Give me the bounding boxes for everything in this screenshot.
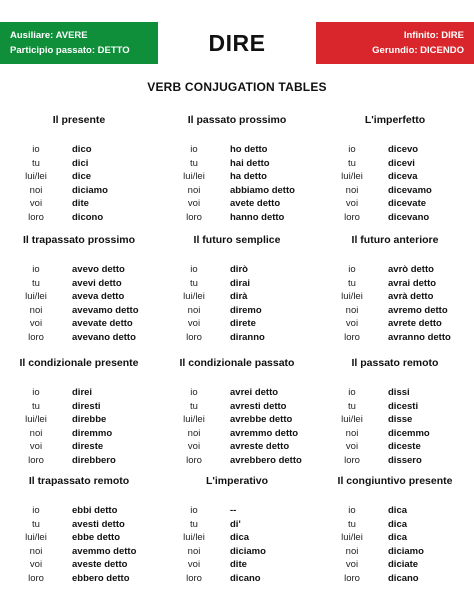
conjugation-row: [158, 386, 316, 400]
verb-form: direbbero: [72, 454, 116, 466]
conjugation-row: [0, 331, 158, 345]
conjugation-list: [316, 386, 474, 467]
verb-form: dite: [230, 559, 247, 571]
pronoun: loro: [28, 572, 44, 584]
verb-form: diremmo: [72, 427, 113, 439]
conjugation-list: [158, 263, 316, 344]
conjugation-row: [0, 184, 158, 198]
conjugation-row: [316, 290, 474, 304]
conjugation-row: [316, 572, 474, 586]
pronoun: voi: [345, 318, 359, 330]
conjugation-row: [316, 545, 474, 559]
conjugation-row: [316, 454, 474, 468]
tense-title: L'imperfetto: [364, 114, 426, 126]
conjugation-row: [0, 558, 158, 572]
pronoun: voi: [345, 198, 359, 210]
conjugation-list: [158, 386, 316, 467]
verb-form: avrete detto: [388, 318, 442, 330]
verb-form: ha detto: [230, 171, 267, 183]
verb-form: dica: [230, 532, 250, 544]
conjugation-row: [0, 304, 158, 318]
verb-form: avevo detto: [72, 264, 125, 276]
pronoun: io: [190, 144, 198, 156]
verb-form: dirai: [230, 277, 251, 289]
tense-title: Il passato prossimo: [187, 114, 287, 126]
tense-block: [0, 234, 158, 344]
verb-form: direbbe: [72, 414, 107, 426]
pronoun: tu: [190, 518, 198, 530]
verb-form: dicevamo: [388, 184, 432, 196]
pronoun: lui/lei: [341, 532, 363, 544]
verb-form: avreste detto: [230, 441, 290, 453]
verb-form: abbiamo detto: [230, 184, 295, 196]
tense-block: [316, 234, 474, 344]
pronoun: voi: [29, 198, 43, 210]
pronoun: noi: [345, 304, 359, 316]
conjugation-row: [316, 170, 474, 184]
pronoun: tu: [32, 400, 40, 412]
verb-form: dica: [388, 518, 408, 530]
verb-form: dici: [72, 157, 89, 169]
conjugation-row: [0, 504, 158, 518]
pronoun: io: [32, 505, 40, 517]
verb-form: dirà: [230, 291, 248, 303]
tense-title: Il passato remoto: [351, 357, 439, 369]
pronoun: loro: [28, 331, 44, 343]
conjugation-row: [0, 454, 158, 468]
verb-form: diciamo: [388, 545, 424, 557]
verb-form: dicevate: [388, 198, 427, 210]
pronoun: tu: [32, 277, 40, 289]
pronoun: lui/lei: [183, 291, 205, 303]
tense-block: [158, 114, 316, 224]
pronoun: io: [32, 144, 40, 156]
pronoun: loro: [186, 572, 202, 584]
conjugation-row: [158, 211, 316, 225]
verb-form: avevano detto: [72, 331, 136, 343]
verb-form: dicemmo: [388, 427, 430, 439]
conjugation-row: [316, 531, 474, 545]
verb-form: di': [230, 518, 241, 530]
conjugation-row: [316, 184, 474, 198]
conjugation-row: [0, 572, 158, 586]
verb-form: ebbero detto: [72, 572, 130, 584]
pronoun: noi: [345, 427, 359, 439]
verb-form: disse: [388, 414, 413, 426]
conjugation-row: [0, 427, 158, 441]
verb-form: avrà detto: [388, 291, 434, 303]
conjugation-row: [316, 413, 474, 427]
verb-form: dicano: [230, 572, 261, 584]
conjugation-row: [0, 197, 158, 211]
tense-title: Il condizionale passato: [179, 357, 295, 369]
tense-title: L'imperativo: [205, 475, 268, 487]
conjugation-row: [0, 143, 158, 157]
pronoun: tu: [348, 400, 356, 412]
pronoun: lui/lei: [341, 414, 363, 426]
verb-form: avrebbero detto: [230, 454, 302, 466]
verb-form: avremo detto: [388, 304, 448, 316]
conjugation-row: [158, 143, 316, 157]
pronoun: io: [348, 264, 356, 276]
verb-form: diceste: [388, 441, 421, 453]
conjugation-row: [158, 317, 316, 331]
pronoun: lui/lei: [25, 171, 47, 183]
conjugation-row: [0, 157, 158, 171]
pronoun: noi: [345, 184, 359, 196]
verb-form: direi: [72, 387, 93, 399]
conjugation-row: [0, 170, 158, 184]
verb-form: dica: [388, 532, 408, 544]
conjugation-row: [158, 304, 316, 318]
verb-form: direte: [230, 318, 256, 330]
conjugation-row: [158, 184, 316, 198]
pronoun: voi: [345, 559, 359, 571]
pronoun: loro: [186, 211, 202, 223]
tense-title: Il futuro anteriore: [351, 234, 439, 246]
verb-form: aveste detto: [72, 559, 128, 571]
conjugation-row: [158, 157, 316, 171]
conjugation-row: [158, 558, 316, 572]
conjugation-list: [158, 143, 316, 224]
conjugation-list: [316, 504, 474, 585]
verb-form: diremo: [230, 304, 262, 316]
pronoun: voi: [187, 559, 201, 571]
verb-form: avesti detto: [72, 518, 125, 530]
pronoun: tu: [348, 518, 356, 530]
verb-form: ho detto: [230, 144, 268, 156]
verb-form: dicano: [388, 572, 419, 584]
pronoun: loro: [28, 211, 44, 223]
header-band: [0, 22, 474, 64]
pronoun: tu: [32, 157, 40, 169]
pronoun: lui/lei: [183, 171, 205, 183]
conjugation-row: [158, 518, 316, 532]
conjugation-row: [0, 518, 158, 532]
verb-form: --: [230, 505, 237, 517]
verb-form: dicevano: [388, 211, 430, 223]
verb-form: dicesti: [388, 400, 419, 412]
pronoun: loro: [344, 454, 360, 466]
pronoun: voi: [187, 318, 201, 330]
conjugation-row: [158, 290, 316, 304]
verb-form: dicono: [72, 211, 104, 223]
conjugation-row: [158, 504, 316, 518]
conjugation-row: [158, 440, 316, 454]
pronoun: lui/lei: [341, 171, 363, 183]
tense-block: [0, 357, 158, 467]
conjugation-list: [158, 504, 316, 585]
verb-form: avresti detto: [230, 400, 287, 412]
pronoun: loro: [186, 454, 202, 466]
tense-block: [316, 357, 474, 467]
verb-form: dico: [72, 144, 92, 156]
verb-form: direste: [72, 441, 104, 453]
verb-form: aveva detto: [72, 291, 125, 303]
tense-block: [158, 234, 316, 344]
conjugation-row: [158, 170, 316, 184]
pronoun: noi: [345, 545, 359, 557]
verb-form: hanno detto: [230, 211, 285, 223]
conjugation-row: [0, 400, 158, 414]
verb-title: DIRE: [208, 29, 266, 56]
verb-form: dirò: [230, 264, 248, 276]
pronoun: noi: [29, 427, 43, 439]
pronoun: loro: [344, 572, 360, 584]
verb-form: avete detto: [230, 198, 281, 210]
pronoun: tu: [190, 157, 198, 169]
tense-title: Il trapassato prossimo: [22, 234, 136, 246]
verb-form: dite: [72, 198, 89, 210]
conjugation-row: [158, 331, 316, 345]
pronoun: noi: [187, 427, 201, 439]
pronoun: lui/lei: [183, 414, 205, 426]
pronoun: tu: [348, 157, 356, 169]
pronoun: noi: [187, 304, 201, 316]
conjugation-row: [158, 400, 316, 414]
pronoun: tu: [190, 277, 198, 289]
conjugation-row: [158, 572, 316, 586]
pronoun: noi: [29, 184, 43, 196]
verb-form: ebbe detto: [72, 532, 121, 544]
conjugation-row: [0, 277, 158, 291]
pronoun: io: [348, 144, 356, 156]
conjugation-row: [316, 277, 474, 291]
verb-form: dice: [72, 171, 92, 183]
document-title: VERB CONJUGATION TABLES: [147, 80, 327, 94]
pronoun: io: [190, 264, 198, 276]
conjugation-row: [158, 545, 316, 559]
pronoun: io: [32, 264, 40, 276]
conjugation-row: [0, 317, 158, 331]
verb-form: dicevi: [388, 157, 415, 169]
auxiliary-label: Ausiliare: AVERE: [10, 30, 88, 41]
conjugation-list: [316, 143, 474, 224]
pronoun: voi: [29, 441, 43, 453]
pronoun: voi: [187, 441, 201, 453]
header-right-panel: [316, 22, 474, 64]
verb-form: ebbi detto: [72, 505, 118, 517]
pronoun: io: [32, 387, 40, 399]
verb-form: diciate: [388, 559, 419, 571]
conjugation-row: [0, 440, 158, 454]
conjugation-row: [316, 157, 474, 171]
tense-title: Il presente: [52, 114, 106, 126]
pronoun: noi: [29, 545, 43, 557]
pronoun: voi: [187, 198, 201, 210]
conjugation-row: [158, 263, 316, 277]
conjugation-row: [0, 386, 158, 400]
pronoun: tu: [348, 277, 356, 289]
pronoun: voi: [29, 559, 43, 571]
tense-block: [0, 475, 158, 585]
verb-form: avrei detto: [230, 387, 279, 399]
pronoun: lui/lei: [25, 291, 47, 303]
verb-form: dissero: [388, 454, 422, 466]
pronoun: lui/lei: [341, 291, 363, 303]
header-left-panel: [0, 22, 158, 64]
pronoun: voi: [345, 441, 359, 453]
pronoun: io: [190, 505, 198, 517]
conjugation-row: [0, 290, 158, 304]
tense-block: [158, 475, 316, 585]
pronoun: tu: [32, 518, 40, 530]
verb-form: dissi: [388, 387, 410, 399]
verb-form: avemmo detto: [72, 545, 137, 557]
verb-form: avevate detto: [72, 318, 133, 330]
conjugation-row: [158, 427, 316, 441]
verb-form: avremmo detto: [230, 427, 299, 439]
conjugation-row: [316, 400, 474, 414]
pronoun: lui/lei: [183, 532, 205, 544]
conjugation-row: [0, 545, 158, 559]
pronoun: voi: [29, 318, 43, 330]
conjugation-list: [0, 386, 158, 467]
verb-form: dica: [388, 505, 408, 517]
conjugation-row: [158, 531, 316, 545]
verb-form: avranno detto: [388, 331, 451, 343]
conjugation-row: [316, 331, 474, 345]
conjugation-row: [316, 386, 474, 400]
pronoun: io: [348, 505, 356, 517]
pronoun: tu: [190, 400, 198, 412]
verb-form: dicevo: [388, 144, 419, 156]
conjugation-row: [158, 413, 316, 427]
pronoun: loro: [28, 454, 44, 466]
infinitive-label: Infinito: DIRE: [403, 30, 464, 41]
conjugation-row: [316, 197, 474, 211]
verb-form: avrò detto: [388, 264, 434, 276]
verb-form: diciamo: [72, 184, 108, 196]
pronoun: loro: [344, 211, 360, 223]
conjugation-row: [0, 211, 158, 225]
pronoun: lui/lei: [25, 532, 47, 544]
tense-title: Il futuro semplice: [193, 234, 281, 246]
tense-title: Il trapassato remoto: [28, 475, 130, 487]
conjugation-list: [316, 263, 474, 344]
verb-form: diciamo: [230, 545, 266, 557]
verb-form: avevi detto: [72, 277, 122, 289]
pronoun: noi: [187, 184, 201, 196]
pronoun: io: [190, 387, 198, 399]
verb-form: avrebbe detto: [230, 414, 293, 426]
conjugation-row: [316, 304, 474, 318]
conjugation-list: [0, 263, 158, 344]
tense-block: [316, 114, 474, 224]
verb-form: hai detto: [230, 157, 270, 169]
conjugation-row: [316, 558, 474, 572]
conjugation-row: [316, 518, 474, 532]
conjugation-row: [316, 263, 474, 277]
conjugation-list: [0, 143, 158, 224]
conjugation-row: [158, 454, 316, 468]
pronoun: noi: [29, 304, 43, 316]
pronoun: io: [348, 387, 356, 399]
tense-block: [0, 114, 158, 224]
pronoun: noi: [187, 545, 201, 557]
verb-form: avevamo detto: [72, 304, 139, 316]
conjugation-row: [316, 427, 474, 441]
conjugation-row: [316, 317, 474, 331]
conjugation-row: [316, 440, 474, 454]
verb-form: diceva: [388, 171, 418, 183]
tense-block: [158, 357, 316, 467]
pronoun: loro: [344, 331, 360, 343]
past-participle-label: Participio passato: DETTO: [10, 45, 130, 56]
verb-form: diranno: [230, 331, 265, 343]
verb-form: diresti: [72, 400, 101, 412]
conjugation-row: [0, 531, 158, 545]
pronoun: loro: [186, 331, 202, 343]
header-center-panel: [158, 22, 316, 64]
gerund-label: Gerundio: DICENDO: [372, 45, 464, 56]
conjugation-row: [0, 263, 158, 277]
verb-form: avrai detto: [388, 277, 437, 289]
conjugation-list: [0, 504, 158, 585]
conjugation-row: [316, 504, 474, 518]
conjugation-row: [316, 211, 474, 225]
tense-block: [316, 475, 474, 585]
conjugation-row: [158, 197, 316, 211]
tense-title: Il congiuntivo presente: [337, 475, 453, 487]
conjugation-row: [158, 277, 316, 291]
pronoun: lui/lei: [25, 414, 47, 426]
conjugation-row: [316, 143, 474, 157]
conjugation-row: [0, 413, 158, 427]
tense-title: Il condizionale presente: [19, 357, 139, 369]
